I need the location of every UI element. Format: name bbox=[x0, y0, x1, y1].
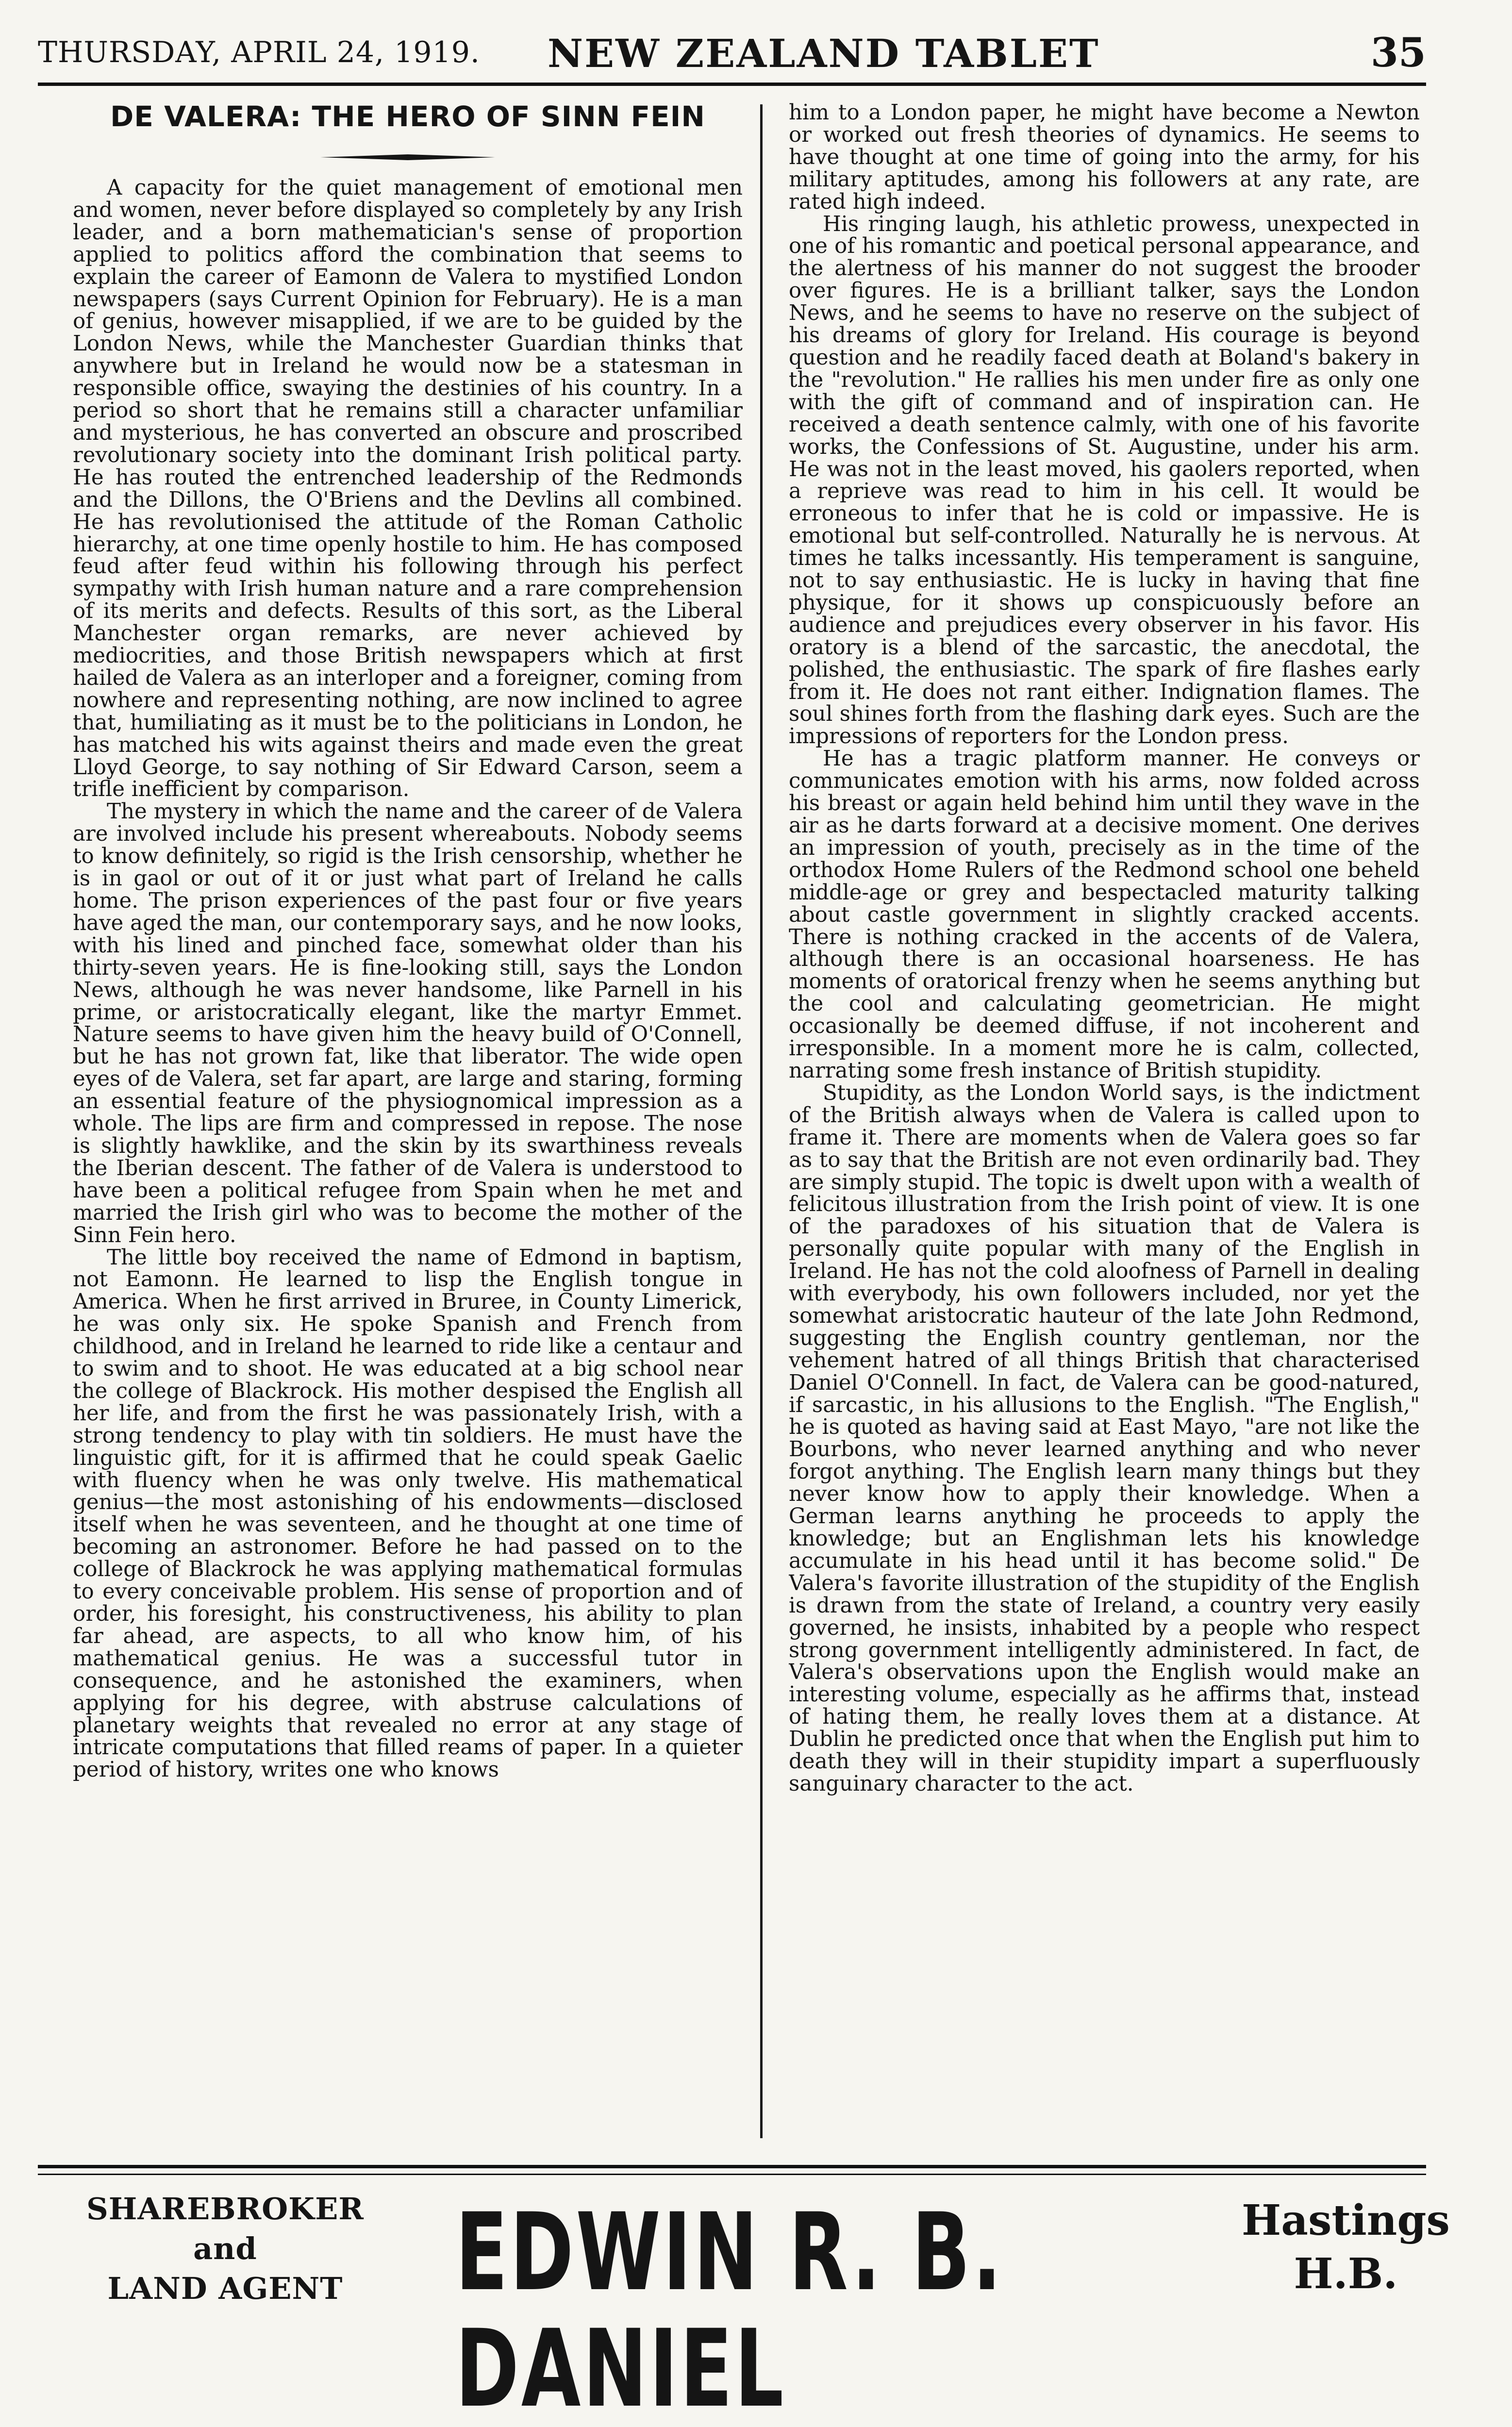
advertisement-banner bbox=[38, 2184, 1450, 2427]
paragraph: him to a London paper, he might have become a Newton or worked out fresh theories of dynamics. He seems to have thought at one time of going into the army, for his military aptitudes, among his followers at any rate, are rated high indeed. bbox=[789, 102, 1420, 214]
footer-rule-thin bbox=[38, 2174, 1426, 2175]
masthead-title: NEW ZEALAND TABLET bbox=[548, 31, 1100, 76]
footer-rule bbox=[38, 2165, 1426, 2168]
ad-name: EDWIN R. B. DANIEL bbox=[455, 2190, 1004, 2427]
page-header bbox=[38, 27, 1426, 80]
article-column-right bbox=[789, 102, 1420, 2150]
page-number: 35 bbox=[1370, 30, 1426, 76]
column-divider bbox=[760, 104, 763, 2138]
article-headline: DE VALERA: THE HERO OF SINN FEIN bbox=[110, 100, 705, 133]
paragraph: His ringing laugh, his athletic prowess, unexpected in one of his romantic and poetical personal appearance, and the alertness of his manner do not suggest the brooder over figures. He is a brilliant talker, says the London News, and he seems to have no reserve on the subject of his dreams of glory for Ireland. His courage is beyond question and he readily faced death at Boland's bakery in the "revolution." He rallies his men under fire as only one with the gift of command and of inspiration can. He received a death sentence calmly, with one of his favorite works, the Confessions of St. Augustine, under his arm. He was not in the least moved, his gaolers reported, when a reprieve was read to him in his cell. It would be erroneous to infer that he is cold or impassive. He is emotional but self-controlled. Naturally he is nervous. At times he talks incessantly. His temperament is sanguine, not to say enthusiastic. He is lucky in having that fine physique, for it shows up conspicuously before an audience and prejudices every observer in his favor. His oratory is a blend of the sarcastic, the anecdotal, the polished, the enthusiastic. The spark of fire flashes early from it. He does not rant either. Indignation flames. The soul shines forth from the flashing dark eyes. Such are the impressions of reporters for the London press. bbox=[789, 212, 1420, 749]
paragraph: Stupidity, as the London World says, is the indictment of the British always when de Valera is called upon to frame it. There are moments when de Valera goes so far as to say that the British are not even ordinarily bad. They are simply stupid. The topic is dwelt upon with a wealth of felicitous illustration from the Irish point of view. It is one of the paradoxes of his situation that de Valera is personally quite popular with many of the English in Ireland. He has not the cold aloofness of Parnell in dealing with everybody, his own followers included, nor yet the somewhat aristocratic hauteur of the late John Redmond, suggesting the English country gentleman, nor the vehement hatred of all things British that characterised Daniel O'Connell. In fact, de Valera can be good-natured, if sarcastic, in his allusions to the English. "The English," he is quoted as having said at East Mayo, "are not like the Bourbons, who never learned anything and who never forgot anything. The English learn many things but they never know how to apply their knowledge. When a German learns anything he proceeds to apply the knowledge; but an Englishman lets his knowledge accumulate in his head until it has become solid." De Valera's favorite illustration of the stupidity of the English is drawn from the state of Ireland, a country very easily governed, he insists, inhabited by a people who respect strong government intelligently administered. In fact, de Valera's observations upon the English would make an interesting volume, especially as he affirms that, instead of hating them, he really loves them at a distance. At Dublin he predicted once that when the English put him to death they will in their stupidity impart a superfluously sanguinary character to the act. bbox=[789, 1081, 1420, 1796]
paragraph: A capacity for the quiet management of emotional men and women, never before displayed so completely by any Irish leader, and a born mathematician's sense of proportion applied to politics afford the combination that seems to explain the career of Eamonn de Valera to mystified London newspapers (says Current Opinion for February). He is a man of genius, however misapplied, if we are to be guided by the London News, while the Manchester Guardian thinks that anywhere but in Ireland he would now be a statesman in responsible office, swaying the destinies of his country. In a period so short that he remains still a character unfamiliar and mysterious, he has converted an obscure and proscribed revolutionary society into the dominant Irish political party. He has routed the entrenched leadership of the Redmonds and the Dillons, the O'Briens and the Devlins all combined. He has revolutionised the attitude of the Roman Catholic hierarchy, at one time openly hostile to him. He has composed feud after feud within his following through his perfect sympathy with Irish human nature and a rare comprehension of its merits and defects. Results of this sort, as the Liberal Manchester organ remarks, are never achieved by mediocrities, and those British newspapers which at first hailed de Valera as an interloper and a foreigner, coming from nowhere and representing nothing, are now inclined to agree that, humiliating as it must be to the politicians in London, he has matched his wits against theirs and made even the great Lloyd George, to say nothing of Sir Edward Carson, seem a trifle inefficient by comparison. bbox=[73, 176, 743, 802]
ad-line: Hastings bbox=[1242, 2196, 1450, 2245]
paragraph: He has a tragic platform manner. He conveys or communicates emotion with his arms, now folded across his breast or again held behind him until they wave in the air as he darts forward at a decisive moment. One derives an impression of youth, precisely as in the time of the orthodox Home Rulers of the Redmond school one beheld middle-age or grey and bespectacled maturity talking about castle government in slightly cracked accents. There is nothing cracked in the accents of de Valera, although there is an occasional hoarseness. He has moments of oratorical frenzy when he seems anything but the cool and calculating geometrician. He might occasionally be deemed diffuse, if not incoherent and irresponsible. In a moment more he is calm, collected, narrating some fresh instance of British stupidity. bbox=[789, 747, 1420, 1083]
ad-line: LAND AGENT bbox=[107, 2271, 343, 2306]
header-rule bbox=[38, 83, 1426, 86]
paragraph: The little boy received the name of Edmond in baptism, not Eamonn. He learned to lisp the English tongue in America. When he first arrived in Bruree, in County Limerick, he was only six. He spoke Spanish and French from childhood, and in Ireland he learned to ride like a centaur and to swim and to shoot. He was educated at a big school near the college of Blackrock. His mother despised the English all her life, and from the first he was passionately Irish, with a strong tendency to play with tin soldiers. He must have the linguistic gift, for it is affirmed that he could speak Gaelic with fluency when he was only twelve. His mathematical genius—the most astonishing of his endowments—disclosed itself when he was seventeen, and he thought at one time of becoming an astronomer. Before he had passed on to the college of Blackrock he was applying mathematical formulas to every conceivable problem. His sense of proportion and of order, his foresight, his constructiveness, his ability to plan far ahead, are aspects, to all who know him, of his mathematical genius. He was a successful tutor in consequence, and he astonished the examiners, when applying for his degree, with abstruse calculations of planetary weights that revealed no error at any stage of intricate computations that filled reams of paper. In a quieter period of history, writes one who knows bbox=[73, 1245, 743, 1782]
ad-line: SHAREBROKER bbox=[86, 2191, 364, 2227]
ad-location bbox=[1242, 2194, 1450, 2301]
headline-ornament bbox=[320, 153, 495, 162]
ad-occupation bbox=[86, 2189, 364, 2309]
issue-date: THURSDAY, APRIL 24, 1919. bbox=[38, 35, 480, 69]
ad-line: and bbox=[193, 2231, 257, 2266]
article-column-left bbox=[73, 100, 743, 2148]
paragraph: The mystery in which the name and the career of de Valera are involved include his present whereabouts. Nobody seems to know definitely, so rigid is the Irish censorship, whether he is in gaol or out of it or just what part of Ireland he calls home. The prison experiences of the past four or five years have aged the man, our contemporary says, and he now looks, with his lined and pinched face, somewhat older than his thirty-seven years. He is fine-looking still, says the London News, although he was never handsome, like Parnell in his prime, or aristocratically elegant, like the martyr Emmet. Nature seems to have given him the heavy build of O'Connell, but he has not grown fat, like that liberator. The wide open eyes of de Valera, set far apart, are large and staring, forming an essential feature of the physiognomical impression as a whole. The lips are firm and compressed in repose. The nose is slightly hawklike, and the skin by its swarthiness reveals the Iberian descent. The father of de Valera is understood to have been a political refugee from Spain when he met and married the Irish girl who was to become the mother of the Sinn Fein hero. bbox=[73, 799, 743, 1247]
ad-line: H.B. bbox=[1294, 2249, 1398, 2298]
